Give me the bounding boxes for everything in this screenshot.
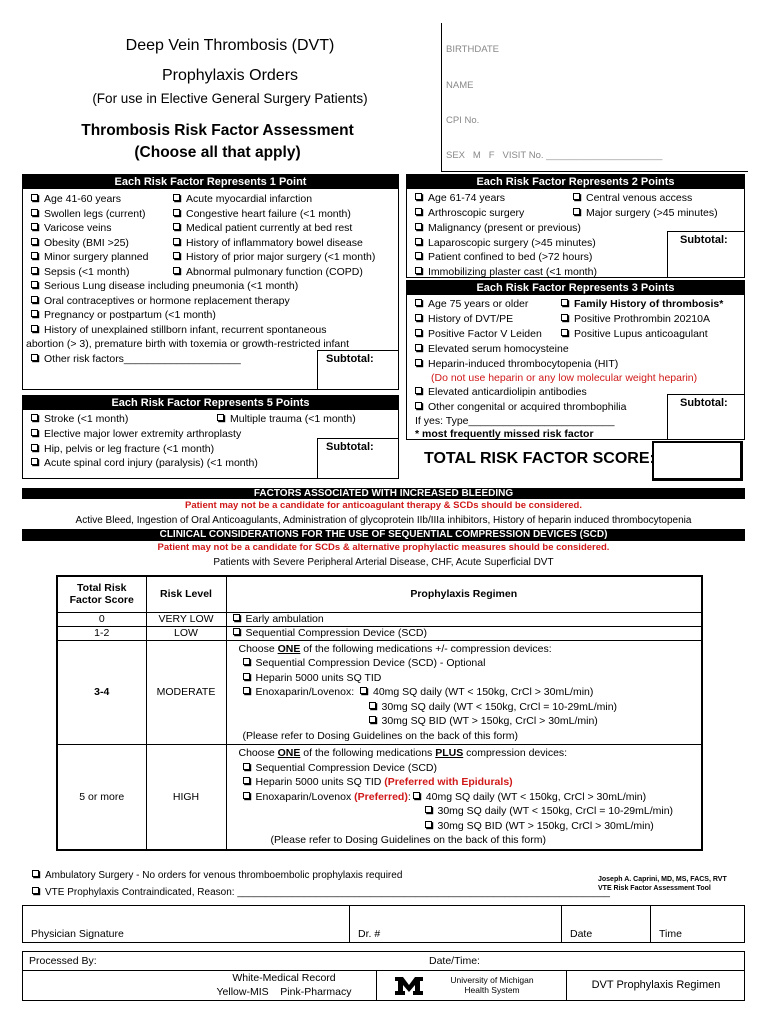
- checkbox-icon[interactable]: [425, 806, 432, 813]
- checkbox-icon[interactable]: [173, 194, 180, 201]
- table-row: [57, 626, 702, 640]
- checkbox-icon[interactable]: [573, 193, 580, 200]
- high-dosing-reference: (Please refer to Dosing Guidelines on the back of this form): [270, 834, 546, 846]
- checkbox-icon[interactable]: [561, 314, 568, 321]
- checkbox-icon[interactable]: [243, 792, 250, 799]
- signature-table: [22, 905, 745, 943]
- processed-row: [22, 951, 745, 971]
- risk-level-cell: LOW: [146, 626, 226, 640]
- risk-level-cell: HIGH: [146, 745, 226, 850]
- checkbox-icon[interactable]: [217, 414, 224, 421]
- checkbox-icon[interactable]: [31, 429, 38, 436]
- checkbox-icon[interactable]: [233, 628, 240, 635]
- three-point-section: [406, 280, 745, 440]
- bleeding-warning: Patient may not be a candidate for anticoagulant therapy & SCDs should be considered.: [185, 500, 582, 511]
- total-score-label: TOTAL RISK FACTOR SCORE:: [424, 450, 655, 467]
- sex-visit-field[interactable]: SEX M F VISIT No. ______________________: [446, 150, 663, 161]
- checkbox-icon[interactable]: [243, 658, 250, 665]
- checkbox-icon[interactable]: [415, 359, 422, 366]
- five-point-subtotal[interactable]: [317, 438, 399, 479]
- vte-contraindicated-option[interactable]: VTE Prophylaxis Contraindicated, Reason: ___________________________________________________________________: [32, 886, 610, 901]
- checkbox-icon[interactable]: [31, 238, 38, 245]
- total-score-box[interactable]: [652, 441, 743, 481]
- scd-considerations: Patients with Severe Peripheral Arterial Disease, CHF, Acute Superficial DVT: [213, 557, 554, 568]
- credit-author: Joseph A. Caprini, MD, MS, FACS, RVT: [598, 876, 727, 883]
- checkbox-icon[interactable]: [561, 299, 568, 306]
- risk-malignancy[interactable]: Malignancy (present or previous): [415, 221, 597, 236]
- regimen-early-ambulation[interactable]: Early ambulation: [226, 612, 702, 626]
- prophylaxis-regimen-table: [56, 575, 703, 851]
- checkbox-icon[interactable]: [415, 387, 422, 394]
- risk-chf[interactable]: Congestive heart failure (<1 month): [173, 207, 375, 222]
- checkbox-icon[interactable]: [31, 267, 38, 274]
- checkbox-icon[interactable]: [415, 208, 422, 215]
- checkbox-icon[interactable]: [415, 329, 422, 336]
- checkbox-icon[interactable]: [415, 252, 422, 259]
- checkbox-icon[interactable]: [32, 870, 39, 877]
- high-dose-option[interactable]: 30mg SQ BID (WT > 150kg, CrCl > 30mL/min): [239, 819, 698, 834]
- form-footer-title: DVT Prophylaxis Regimen: [591, 979, 721, 991]
- moderate-scd-option[interactable]: Sequential Compression Device (SCD) - Optional: [239, 656, 698, 671]
- birthdate-field[interactable]: BIRTHDATE: [446, 44, 499, 55]
- bleeding-factors: Active Bleed, Ingestion of Oral Anticoagulants, Administration of glycoprotein IIb/IIIa inhibitors, History of heparin induced thrombocytopenia: [75, 515, 692, 526]
- one-point-right-list: [173, 192, 375, 279]
- dr-number-field[interactable]: Dr. #: [350, 906, 562, 943]
- checkbox-icon[interactable]: [415, 299, 422, 306]
- checkbox-icon[interactable]: [360, 687, 367, 694]
- risk-ibd[interactable]: History of inflammatory bowel disease: [173, 236, 375, 251]
- hit-warning: (Do not use heparin or any low molecular weight heparin): [431, 372, 698, 384]
- checkbox-icon[interactable]: [243, 673, 250, 680]
- moderate-regimen-cell: [226, 640, 702, 745]
- risk-pregnancy[interactable]: Pregnancy or postpartum (<1 month): [31, 308, 327, 323]
- risk-age-61-74[interactable]: Age 61-74 years: [415, 191, 505, 206]
- risk-prior-major-surgery[interactable]: History of prior major surgery (<1 month): [173, 250, 375, 265]
- three-point-subtotal[interactable]: [667, 394, 745, 440]
- risk-sepsis[interactable]: Sepsis (<1 month): [31, 265, 148, 280]
- checkbox-icon[interactable]: [31, 325, 38, 332]
- score-cell: 5 or more: [57, 745, 146, 850]
- two-point-heading: Each Risk Factor Represents 2 Points: [407, 175, 744, 189]
- footer-row: [22, 970, 745, 1001]
- high-heparin-option[interactable]: Heparin 5000 units SQ TID (Preferred with Epidurals): [239, 775, 698, 790]
- risk-multiple-trauma[interactable]: Multiple trauma (<1 month): [217, 412, 356, 427]
- checkbox-icon[interactable]: [425, 821, 432, 828]
- time-field[interactable]: Time: [651, 906, 745, 943]
- score-column-header: Total Risk Factor Score: [57, 576, 146, 612]
- risk-major-surgery[interactable]: Major surgery (>45 minutes): [573, 206, 718, 221]
- risk-plaster-cast[interactable]: Immobilizing plaster cast (<1 month): [415, 265, 597, 280]
- processed-datetime-field[interactable]: Date/Time:: [429, 955, 480, 967]
- risk-other[interactable]: Other risk factors____________________: [31, 352, 241, 367]
- moderate-heparin-option[interactable]: Heparin 5000 units SQ TID: [239, 671, 698, 686]
- risk-age-41-60[interactable]: Age 41-60 years: [31, 192, 148, 207]
- one-point-subtotal[interactable]: [317, 350, 399, 390]
- one-point-section: [22, 174, 399, 390]
- high-regimen-cell: [226, 745, 702, 850]
- checkbox-icon[interactable]: [243, 687, 250, 694]
- three-point-list-2: [415, 385, 626, 414]
- risk-oral-contraceptives[interactable]: Oral contraceptives or hormone replacement therapy: [31, 294, 327, 309]
- regimen-scd[interactable]: Sequential Compression Device (SCD): [226, 626, 702, 640]
- risk-stroke[interactable]: Stroke (<1 month): [31, 412, 128, 427]
- checkbox-icon[interactable]: [31, 296, 38, 303]
- checkbox-icon[interactable]: [31, 354, 38, 361]
- risk-minor-surgery[interactable]: Minor surgery planned: [31, 250, 148, 265]
- risk-hit[interactable]: Heparin-induced thrombocytopenia (HIT): [415, 357, 618, 372]
- five-point-list: [31, 427, 258, 471]
- copy-distribution: White-Medical Record Yellow-MIS Pink-Pharmacy: [216, 972, 352, 998]
- risk-stillborn[interactable]: History of unexplained stillborn infant, recurrent spontaneous: [31, 323, 327, 338]
- risk-family-history[interactable]: Family History of thrombosis*: [561, 297, 723, 312]
- risk-level-column-header: Risk Level: [146, 576, 226, 612]
- checkbox-icon[interactable]: [173, 252, 180, 259]
- high-dose-option[interactable]: 30mg SQ daily (WT < 150kg, CrCl = 10-29mL/min): [239, 804, 698, 819]
- checkbox-icon[interactable]: [173, 267, 180, 274]
- risk-laparoscopic[interactable]: Laparoscopic surgery (>45 minutes): [415, 236, 597, 251]
- risk-history-dvt[interactable]: History of DVT/PE: [415, 312, 513, 327]
- risk-confined-to-bed[interactable]: Patient confined to bed (>72 hours): [415, 250, 597, 265]
- moderate-instruction: Choose ONE of the following medications +/- compression devices:: [238, 642, 552, 655]
- checkbox-icon[interactable]: [31, 252, 38, 259]
- two-point-subtotal[interactable]: [667, 231, 745, 278]
- university-m-logo-icon: [395, 977, 423, 995]
- checkbox-icon[interactable]: [32, 887, 39, 894]
- physician-signature-field[interactable]: Physician Signature: [23, 906, 350, 943]
- risk-lung-disease[interactable]: Serious Lung disease including pneumonia (<1 month): [31, 279, 327, 294]
- high-scd-option[interactable]: Sequential Compression Device (SCD): [239, 761, 698, 776]
- risk-level-cell: MODERATE: [146, 640, 226, 745]
- cpi-field[interactable]: CPI No.: [446, 115, 480, 126]
- credit-tool: VTE Risk Factor Assessment Tool: [598, 885, 711, 892]
- ambulatory-surgery-option[interactable]: Ambulatory Surgery - No orders for venous thromboembolic prophylaxis required: [32, 869, 402, 884]
- risk-prothrombin[interactable]: Positive Prothrombin 20210A: [561, 312, 710, 327]
- checkbox-icon[interactable]: [413, 792, 420, 799]
- checkbox-icon[interactable]: [415, 223, 422, 230]
- risk-arthroplasty[interactable]: Elective major lower extremity arthroplasty: [31, 427, 258, 442]
- risk-anticardiolipin[interactable]: Elevated anticardiolipin antibodies: [415, 385, 626, 400]
- one-point-full-list: [31, 279, 327, 337]
- high-enoxaparin-option[interactable]: Enoxaparin/Lovenox (Preferred): 40mg SQ daily (WT < 150kg, CrCl > 30mL/min): [239, 790, 698, 805]
- risk-level-cell: VERY LOW: [146, 612, 226, 626]
- risk-acute-mi[interactable]: Acute myocardial infarction: [173, 192, 375, 207]
- five-point-section: [22, 395, 399, 479]
- form-title: Deep Vein Thrombosis (DVT): [125, 37, 335, 54]
- risk-obesity[interactable]: Obesity (BMI >25): [31, 236, 148, 251]
- high-instruction: Choose ONE of the following medications PLUS compression devices:: [238, 747, 568, 759]
- patient-info-box: [441, 23, 748, 172]
- risk-bed-rest[interactable]: Medical patient currently at bed rest: [173, 221, 375, 236]
- risk-central-venous[interactable]: Central venous access: [573, 191, 692, 206]
- checkbox-icon[interactable]: [243, 777, 250, 784]
- risk-copd[interactable]: Abnormal pulmonary function (COPD): [173, 265, 375, 280]
- subtotal-label: Subtotal:: [326, 441, 374, 453]
- checkbox-icon[interactable]: [561, 329, 568, 336]
- name-field[interactable]: NAME: [446, 80, 474, 91]
- subtotal-label: Subtotal:: [680, 397, 728, 409]
- scd-warning: Patient may not be a candidate for SCDs & alternative prophylactic measures should be considered.: [157, 542, 610, 553]
- risk-thrombophilia[interactable]: Other congenital or acquired thrombophilia: [415, 400, 626, 415]
- table-row: [57, 640, 702, 745]
- risk-hip-fracture[interactable]: Hip, pelvis or leg fracture (<1 month): [31, 442, 258, 457]
- risk-homocysteine[interactable]: Elevated serum homocysteine: [415, 342, 618, 357]
- date-field[interactable]: Date: [562, 906, 651, 943]
- risk-lupus[interactable]: Positive Lupus anticoagulant: [561, 327, 708, 342]
- table-row: [57, 745, 702, 850]
- form-subtitle: (For use in Elective General Surgery Patients): [92, 91, 368, 106]
- subtotal-label: Subtotal:: [680, 234, 728, 246]
- risk-spinal-cord-injury[interactable]: Acute spinal cord injury (paralysis) (<1 month): [31, 456, 258, 471]
- assessment-instruction: (Choose all that apply): [134, 144, 301, 161]
- checkbox-icon[interactable]: [31, 209, 38, 216]
- checkbox-icon[interactable]: [31, 194, 38, 201]
- moderate-dose-option[interactable]: 30mg SQ daily (WT < 150kg, CrCl = 10-29mL/min): [239, 700, 698, 715]
- scd-heading: CLINICAL CONSIDERATIONS FOR THE USE OF SEQUENTIAL COMPRESSION DEVICES (SCD): [22, 529, 745, 541]
- checkbox-icon[interactable]: [369, 702, 376, 709]
- checkbox-icon[interactable]: [415, 314, 422, 321]
- checkbox-icon[interactable]: [415, 267, 422, 274]
- checkbox-icon[interactable]: [415, 238, 422, 245]
- checkbox-icon[interactable]: [173, 223, 180, 230]
- moderate-dosing-reference: (Please refer to Dosing Guidelines on the back of this form): [242, 729, 518, 742]
- two-point-list: [415, 221, 597, 279]
- processed-by-field[interactable]: Processed By:: [29, 955, 97, 967]
- checkbox-icon[interactable]: [31, 458, 38, 465]
- two-point-section: [406, 174, 745, 278]
- checkbox-icon[interactable]: [31, 444, 38, 451]
- checkbox-icon[interactable]: [31, 223, 38, 230]
- university-name: University of Michigan Health System: [450, 975, 534, 995]
- checkbox-icon[interactable]: [233, 614, 240, 621]
- checkbox-icon[interactable]: [415, 344, 422, 351]
- checkbox-icon[interactable]: [31, 310, 38, 317]
- checkbox-icon[interactable]: [573, 208, 580, 215]
- checkbox-icon[interactable]: [369, 716, 376, 723]
- checkbox-icon[interactable]: [415, 402, 422, 409]
- one-point-left-list: [31, 192, 148, 279]
- risk-age-75[interactable]: Age 75 years or older: [415, 297, 528, 312]
- missed-risk-footnote: * most frequently missed risk factor: [415, 428, 594, 440]
- checkbox-icon[interactable]: [31, 281, 38, 288]
- risk-stillborn-continued: abortion (> 3), premature birth with toxemia or growth-restricted infant: [26, 338, 350, 350]
- score-cell: 1-2: [57, 626, 146, 640]
- subtotal-label: Subtotal:: [326, 353, 374, 365]
- score-cell: 0: [57, 612, 146, 626]
- one-point-heading: Each Risk Factor Represents 1 Point: [23, 175, 398, 189]
- three-point-list: [415, 342, 618, 371]
- three-point-heading: Each Risk Factor Represents 3 Points: [407, 281, 744, 295]
- checkbox-icon[interactable]: [31, 414, 38, 421]
- risk-arthroscopic[interactable]: Arthroscopic surgery: [415, 206, 524, 221]
- thrombophilia-type-field[interactable]: If yes: Type_________________________: [415, 415, 615, 427]
- checkbox-icon[interactable]: [243, 763, 250, 770]
- form-title-line2: Prophylaxis Orders: [161, 67, 299, 84]
- regimen-column-header: Prophylaxis Regimen: [226, 576, 702, 612]
- bleeding-heading: FACTORS ASSOCIATED WITH INCREASED BLEEDING: [22, 488, 745, 499]
- risk-varicose-veins[interactable]: Varicose veins: [31, 221, 148, 236]
- risk-factor-v[interactable]: Positive Factor V Leiden: [415, 327, 542, 342]
- five-point-heading: Each Risk Factor Represents 5 Points: [23, 396, 398, 410]
- assessment-title: Thrombosis Risk Factor Assessment: [81, 122, 354, 139]
- checkbox-icon[interactable]: [415, 193, 422, 200]
- score-cell: 3-4: [57, 640, 146, 745]
- risk-swollen-legs[interactable]: Swollen legs (current): [31, 207, 148, 222]
- checkbox-icon[interactable]: [173, 209, 180, 216]
- moderate-dose-option[interactable]: 30mg SQ BID (WT > 150kg, CrCl > 30mL/min): [239, 714, 698, 729]
- table-header-row: [57, 576, 702, 612]
- checkbox-icon[interactable]: [173, 238, 180, 245]
- moderate-enoxaparin-option[interactable]: Enoxaparin/Lovenox: 40mg SQ daily (WT < 150kg, CrCl > 30mL/min): [239, 685, 698, 700]
- table-row: [57, 612, 702, 626]
